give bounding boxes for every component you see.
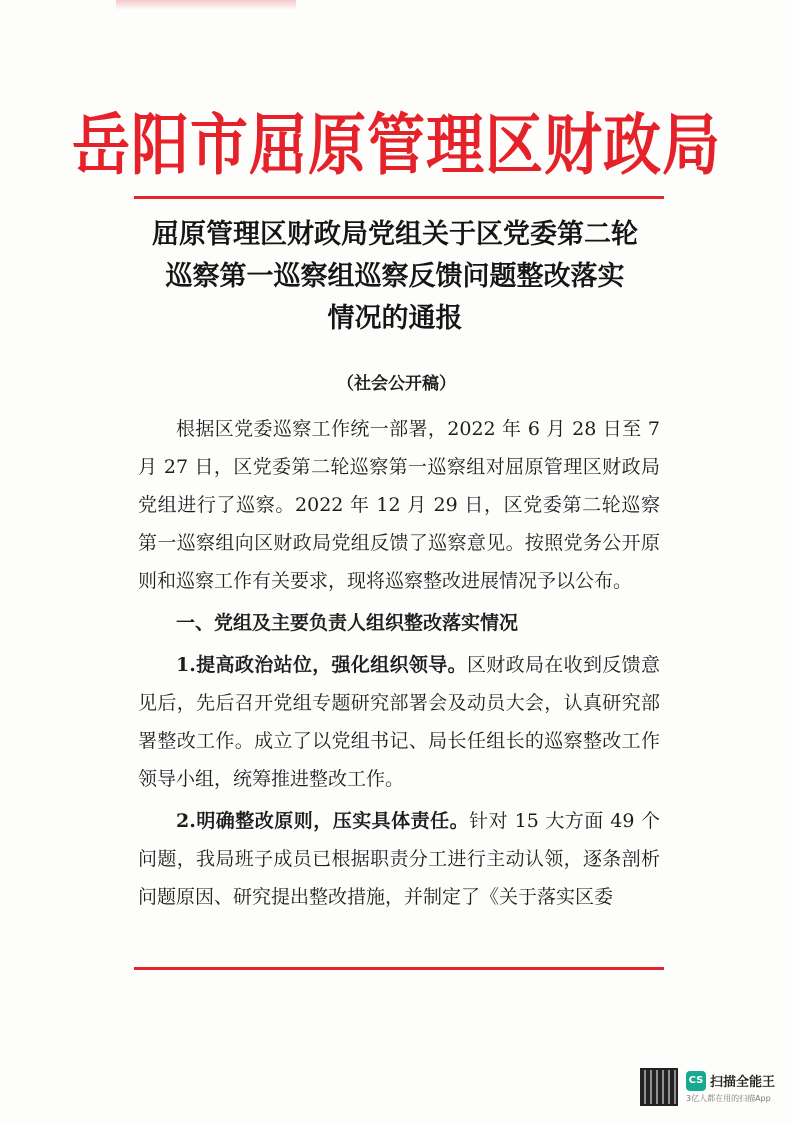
- item-2-paragraph: [138, 802, 660, 916]
- item-1-paragraph: [138, 646, 660, 798]
- qr-code-icon: [640, 1068, 678, 1106]
- scan-edge-mark: [116, 0, 296, 10]
- masthead-title: 岳阳市屈原管理区财政局: [71, 105, 721, 185]
- document-subtitle: （社会公开稿）: [337, 374, 456, 394]
- item-2-lead: 2.明确整改原则，压实具体责任。: [176, 810, 470, 832]
- document-title: [110, 214, 680, 340]
- item-1-lead: 1.提高政治站位，强化组织领导。: [176, 654, 467, 676]
- title-line-3: 情况的通报: [327, 303, 463, 334]
- document-body: [138, 410, 660, 916]
- watermark-tagline: 3亿人都在用的扫描App: [686, 1093, 771, 1103]
- intro-paragraph: 根据区党委巡察工作统一部署，2022 年 6 月 28 日至 7 月 27 日，区党委第二轮巡察第一巡察组对屈原管理区财政局党组进行了巡察。2022 年 12 月 29 日，区党委第二轮巡察第一巡察组向区财政局党组反馈了巡察意见。按照党务公开原则和巡察工作有关要求，现将巡察整改进展情况予以公布。: [138, 418, 660, 592]
- red-rule-bottom: [134, 967, 664, 970]
- camscanner-logo-icon: CS: [686, 1071, 706, 1091]
- red-rule-top: [134, 196, 664, 199]
- title-line-1: 屈原管理区财政局党组关于区党委第二轮: [152, 219, 638, 250]
- watermark-app-name: 扫描全能王: [710, 1075, 776, 1090]
- item-1-text: 区财政局在收到反馈意见后，先后召开党组专题研究部署会及动员大会，认真研究部署整改工作。成立了以党组书记、局长任组长的巡察整改工作领导小组，统筹推进整改工作。: [138, 654, 660, 790]
- item-2-text: 针对 15 大方面 49 个问题，我局班子成员已根据职责分工进行主动认领，逐条剖析问题原因、研究提出整改措施，并制定了《关于落实区委: [138, 810, 661, 908]
- scanner-watermark: [640, 1068, 775, 1106]
- title-line-2: 巡察第一巡察组巡察反馈问题整改落实: [165, 261, 625, 292]
- section-heading-1: 一、党组及主要负责人组织整改落实情况: [176, 612, 519, 634]
